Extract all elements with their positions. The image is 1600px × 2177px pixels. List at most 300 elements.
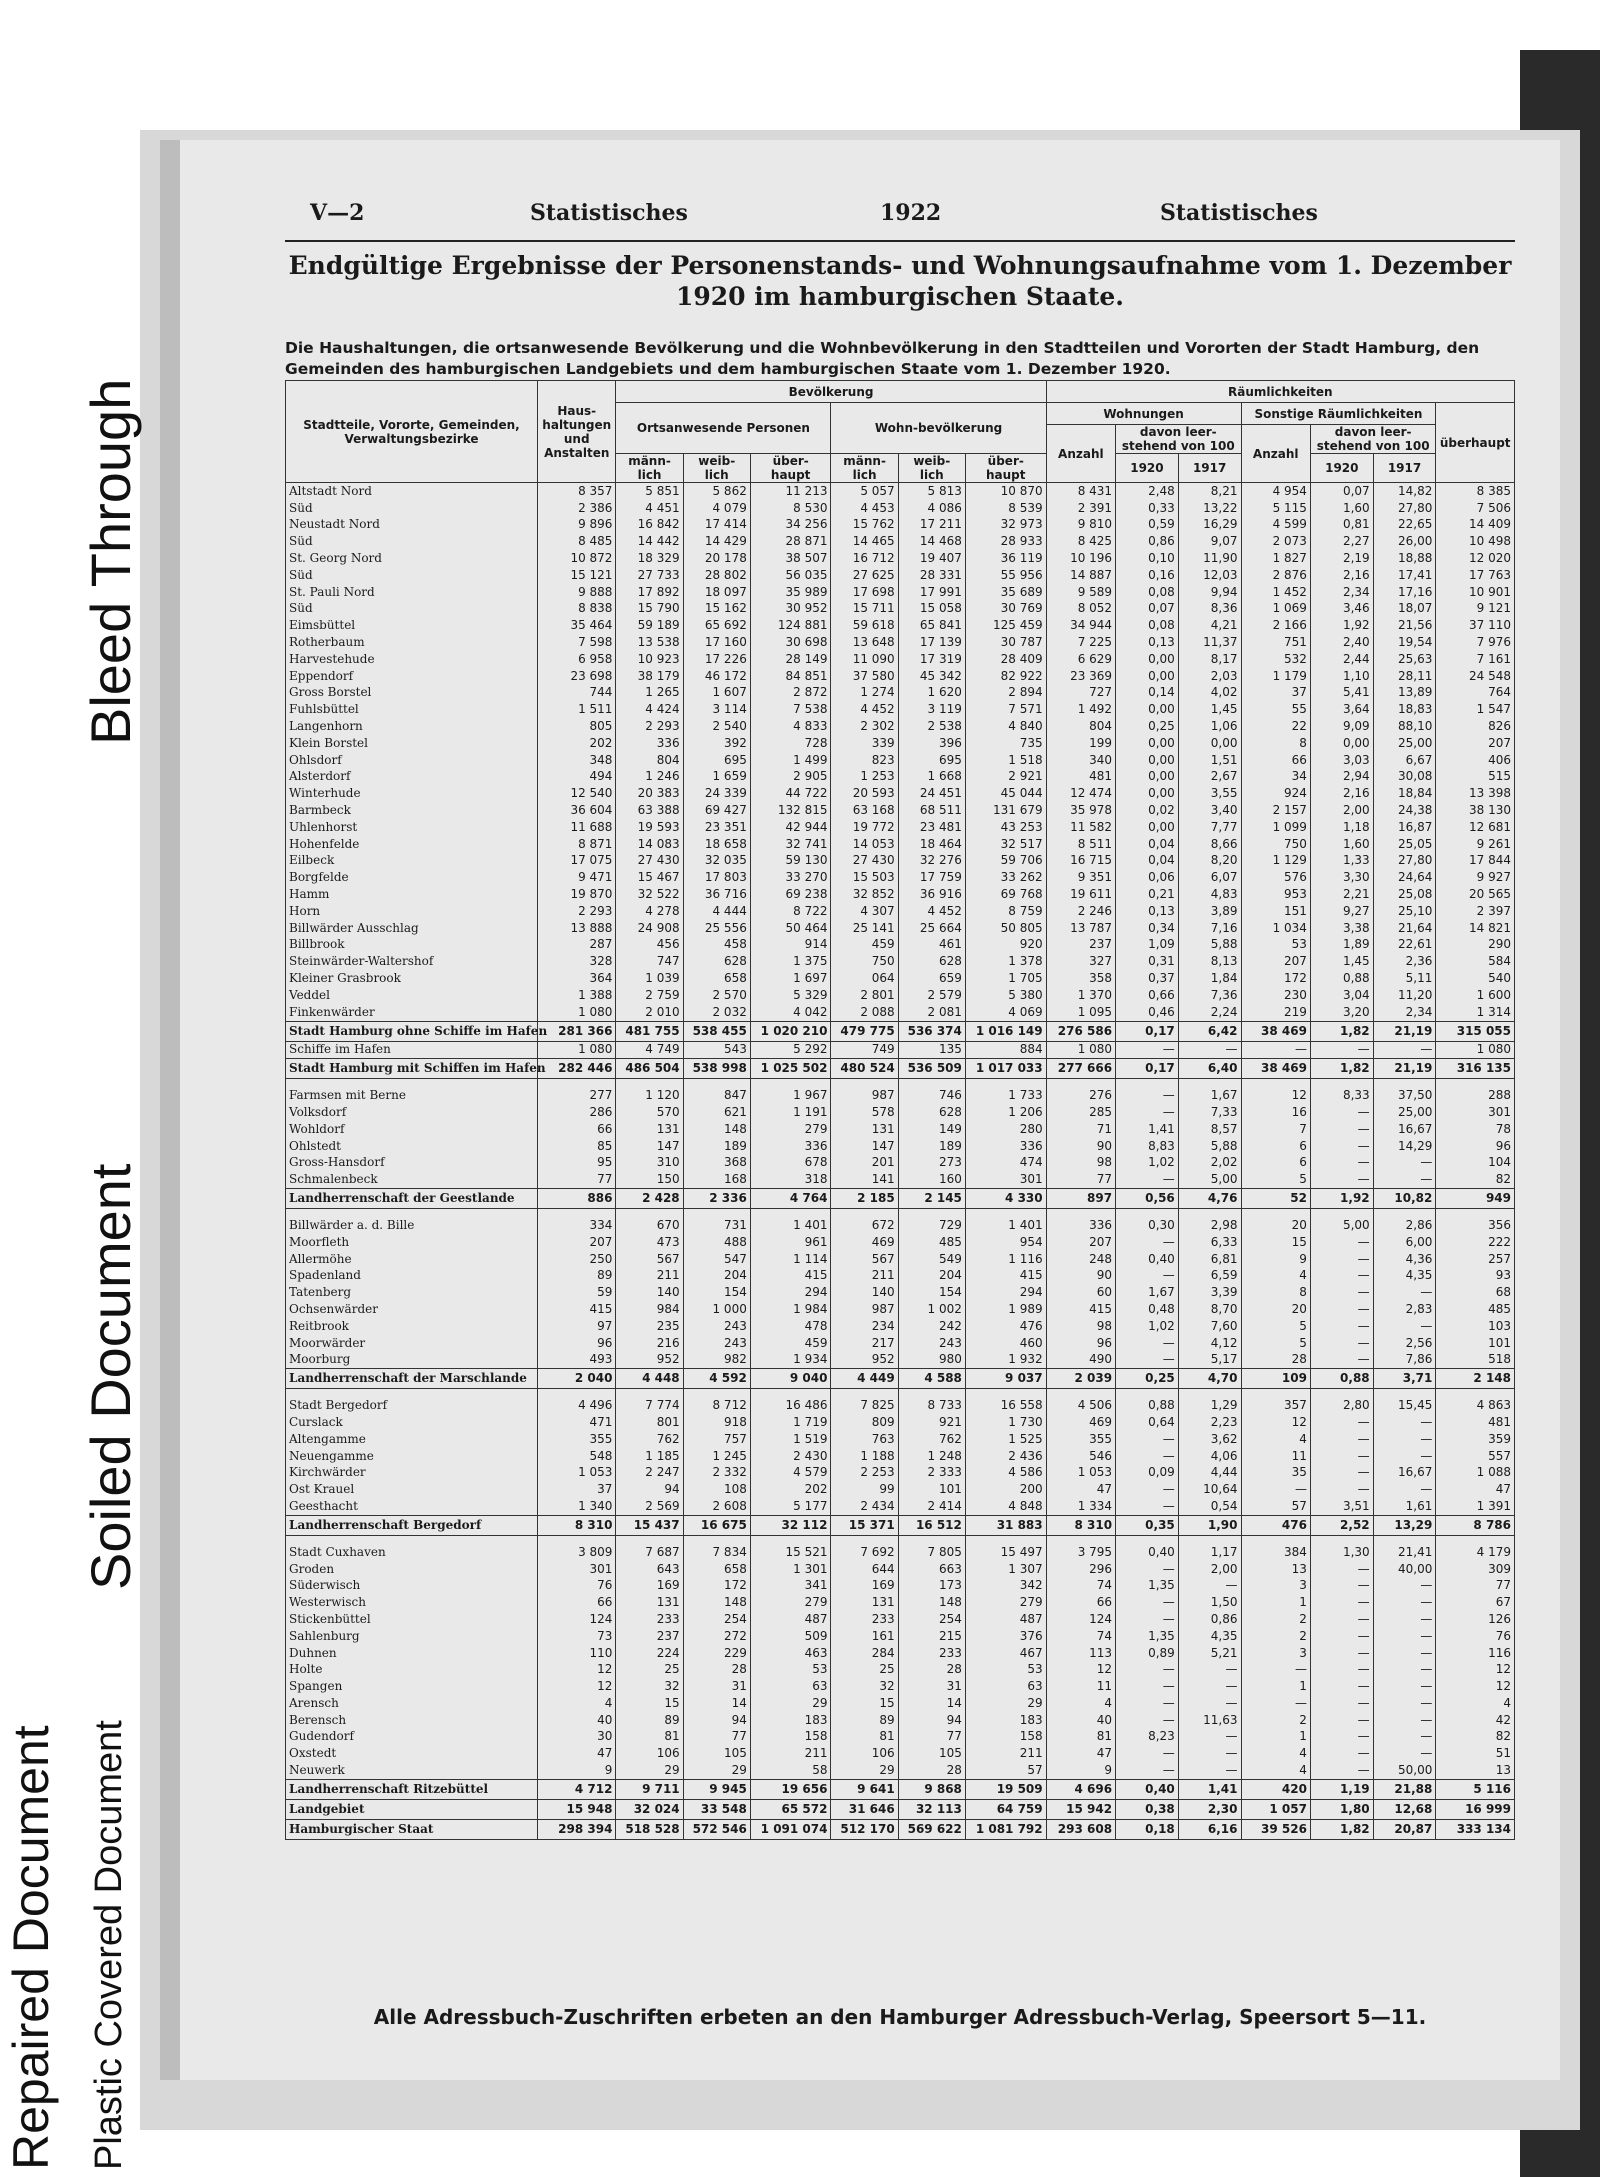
value-cell: 22,61 <box>1373 937 1436 954</box>
value-cell: 0,00 <box>1116 651 1179 668</box>
value-cell: 327 <box>1046 953 1115 970</box>
footer-note: Alle Adressbuch-Zuschriften erbeten an den Hamburger Adressbuch-Verlag, Speersort 5—11. <box>373 2005 1427 2029</box>
table-spacer-row <box>286 1209 1515 1218</box>
value-cell: 0,04 <box>1116 836 1179 853</box>
value-cell: 4,83 <box>1178 886 1241 903</box>
value-cell: 1 057 <box>1241 1799 1310 1819</box>
value-cell: 2 010 <box>616 1004 683 1021</box>
value-cell: 474 <box>965 1154 1046 1171</box>
value-cell: 8 485 <box>538 533 616 550</box>
table-row <box>286 1154 1515 1171</box>
value-cell: 1,18 <box>1310 819 1373 836</box>
value-cell: — <box>1116 1087 1179 1104</box>
value-cell: 0,34 <box>1116 920 1179 937</box>
value-cell: 31 <box>683 1678 750 1695</box>
value-cell: 9 927 <box>1436 869 1515 886</box>
value-cell: 16 512 <box>898 1515 965 1535</box>
value-cell: 172 <box>683 1577 750 1594</box>
value-cell: 233 <box>898 1645 965 1662</box>
value-cell: 243 <box>683 1335 750 1352</box>
value-cell: 235 <box>616 1318 683 1335</box>
value-cell: 1 307 <box>965 1561 1046 1578</box>
row-name-cell: Landherrenschaft der Marschlande <box>286 1369 538 1389</box>
value-cell: 064 <box>831 970 898 987</box>
value-cell: 1 659 <box>683 769 750 786</box>
row-name-cell: Süd <box>286 533 538 550</box>
value-cell: 2 430 <box>750 1448 831 1465</box>
value-cell: — <box>1178 1729 1241 1746</box>
col-haushaltungen: Haus-haltungen und Anstalten <box>538 381 616 483</box>
col-wohnungen-1917: 1917 <box>1178 454 1241 483</box>
value-cell: 2 921 <box>965 769 1046 786</box>
value-cell: 32 973 <box>965 517 1046 534</box>
table-row <box>286 718 1515 735</box>
value-cell: 250 <box>538 1251 616 1268</box>
value-cell: 158 <box>965 1729 1046 1746</box>
value-cell: — <box>1310 1645 1373 1662</box>
value-cell: 10 498 <box>1436 533 1515 550</box>
value-cell: 1 375 <box>750 953 831 970</box>
value-cell: 1,60 <box>1310 836 1373 853</box>
value-cell: 233 <box>831 1611 898 1628</box>
value-cell: 984 <box>616 1301 683 1318</box>
value-cell: 14 409 <box>1436 517 1515 534</box>
value-cell: 6,07 <box>1178 869 1241 886</box>
value-cell: — <box>1178 1661 1241 1678</box>
value-cell: 420 <box>1241 1779 1310 1799</box>
value-cell: 15 058 <box>898 601 965 618</box>
value-cell: 415 <box>538 1301 616 1318</box>
table-row <box>286 651 1515 668</box>
value-cell: 76 <box>1436 1628 1515 1645</box>
value-cell: 2,67 <box>1178 769 1241 786</box>
value-cell: 17,41 <box>1373 567 1436 584</box>
value-cell: 67 <box>1436 1594 1515 1611</box>
value-cell: — <box>1373 1611 1436 1628</box>
value-cell: 248 <box>1046 1251 1115 1268</box>
value-cell: 4 453 <box>831 500 898 517</box>
value-cell: 17 892 <box>616 584 683 601</box>
col-sonstige-1917: 1917 <box>1373 454 1436 483</box>
value-cell: 0,00 <box>1116 735 1179 752</box>
value-cell: 751 <box>1241 634 1310 651</box>
value-cell: 1 017 033 <box>965 1059 1046 1079</box>
value-cell: 59 <box>538 1284 616 1301</box>
row-name-cell: Duhnen <box>286 1645 538 1662</box>
value-cell: 14 468 <box>898 533 965 550</box>
value-cell: 2 148 <box>1436 1369 1515 1389</box>
table-row <box>286 735 1515 752</box>
value-cell: 254 <box>683 1611 750 1628</box>
row-name-cell: Hohenfelde <box>286 836 538 853</box>
table-row <box>286 1041 1515 1059</box>
value-cell: 1,45 <box>1178 701 1241 718</box>
value-cell: 762 <box>898 1431 965 1448</box>
value-cell: 207 <box>538 1234 616 1251</box>
value-cell: 0,08 <box>1116 617 1179 634</box>
value-cell: 512 170 <box>831 1819 898 1839</box>
value-cell: 15 <box>831 1695 898 1712</box>
value-cell: 63 <box>965 1678 1046 1695</box>
value-cell: — <box>1373 1284 1436 1301</box>
value-cell: 461 <box>898 937 965 954</box>
table-row <box>286 836 1515 853</box>
table-row <box>286 533 1515 550</box>
row-name-cell: Landherrenschaft Bergedorf <box>286 1515 538 1535</box>
value-cell: 14 465 <box>831 533 898 550</box>
value-cell: 1,41 <box>1178 1779 1241 1799</box>
value-cell: 17 698 <box>831 584 898 601</box>
value-cell: 8 357 <box>538 483 616 500</box>
value-cell: 764 <box>1436 685 1515 702</box>
value-cell: 2 332 <box>683 1464 750 1481</box>
value-cell: 359 <box>1436 1431 1515 1448</box>
value-cell: 94 <box>683 1712 750 1729</box>
value-cell: 132 815 <box>750 802 831 819</box>
spacer-cell <box>538 1389 616 1398</box>
value-cell: — <box>1310 1678 1373 1695</box>
spacer-cell <box>965 1209 1046 1218</box>
value-cell: 4 <box>1436 1695 1515 1712</box>
value-cell: 8,23 <box>1116 1729 1179 1746</box>
value-cell: 2 <box>1241 1611 1310 1628</box>
row-name-cell: Langenhorn <box>286 718 538 735</box>
value-cell: 9 810 <box>1046 517 1115 534</box>
value-cell: 4 069 <box>965 1004 1046 1021</box>
value-cell: — <box>1310 1431 1373 1448</box>
value-cell: 2 397 <box>1436 903 1515 920</box>
value-cell: 85 <box>538 1138 616 1155</box>
value-cell: 8,20 <box>1178 853 1241 870</box>
col-sonstige: Sonstige Räumlichkeiten <box>1241 403 1436 425</box>
value-cell: 823 <box>831 752 898 769</box>
value-cell: 1 081 792 <box>965 1819 1046 1839</box>
value-cell: 8 539 <box>965 500 1046 517</box>
col-wohnungen-davon: davon leer-stehend von 100 <box>1116 425 1241 454</box>
value-cell: 296 <box>1046 1561 1115 1578</box>
value-cell: — <box>1373 1645 1436 1662</box>
value-cell: 479 775 <box>831 1021 898 1041</box>
value-cell: 77 <box>683 1729 750 1746</box>
col-ort-weiblich: weib-lich <box>683 454 750 483</box>
value-cell: 147 <box>831 1138 898 1155</box>
value-cell: 4,06 <box>1178 1448 1241 1465</box>
value-cell: 1,67 <box>1116 1284 1179 1301</box>
value-cell: 242 <box>898 1318 965 1335</box>
value-cell: 230 <box>1241 987 1310 1004</box>
value-cell: 3,03 <box>1310 752 1373 769</box>
value-cell: 200 <box>965 1481 1046 1498</box>
value-cell: 1 116 <box>965 1251 1046 1268</box>
value-cell: — <box>1116 1611 1179 1628</box>
value-cell: — <box>1373 1431 1436 1448</box>
value-cell: 1 274 <box>831 685 898 702</box>
value-cell: — <box>1310 1251 1373 1268</box>
value-cell: — <box>1241 1695 1310 1712</box>
value-cell: 1 452 <box>1241 584 1310 601</box>
value-cell: 32 <box>616 1678 683 1695</box>
col-wohn-weiblich: weib-lich <box>898 454 965 483</box>
value-cell: 7 834 <box>683 1544 750 1561</box>
row-name-cell: Schmalenbeck <box>286 1171 538 1188</box>
value-cell: 2,34 <box>1373 1004 1436 1021</box>
value-cell: 199 <box>1046 735 1115 752</box>
value-cell: 826 <box>1436 718 1515 735</box>
row-name-cell: Barmbeck <box>286 802 538 819</box>
value-cell: 695 <box>683 752 750 769</box>
value-cell: 285 <box>1046 1104 1115 1121</box>
value-cell: 29 <box>683 1762 750 1779</box>
value-cell: 8,57 <box>1178 1121 1241 1138</box>
value-cell: 18 329 <box>616 550 683 567</box>
value-cell: 31 646 <box>831 1799 898 1819</box>
value-cell: — <box>1310 1695 1373 1712</box>
row-name-cell: Fuhlsbüttel <box>286 701 538 718</box>
value-cell: — <box>1178 1695 1241 1712</box>
col-wohnungen-anzahl: Anzahl <box>1046 425 1115 483</box>
value-cell: — <box>1116 1678 1179 1695</box>
value-cell: 518 528 <box>616 1819 683 1839</box>
value-cell: 2,19 <box>1310 550 1373 567</box>
value-cell: 1 334 <box>1046 1498 1115 1515</box>
table-row <box>286 1695 1515 1712</box>
value-cell: 44 722 <box>750 785 831 802</box>
value-cell: 469 <box>1046 1414 1115 1431</box>
value-cell: 1 391 <box>1436 1498 1515 1515</box>
spacer-cell <box>750 1535 831 1544</box>
value-cell: 0,59 <box>1116 517 1179 534</box>
value-cell: 0,07 <box>1310 483 1373 500</box>
value-cell: 336 <box>965 1138 1046 1155</box>
value-cell: 4 840 <box>965 718 1046 735</box>
value-cell: 3 795 <box>1046 1544 1115 1561</box>
value-cell: 1 <box>1241 1594 1310 1611</box>
value-cell: 2 538 <box>898 718 965 735</box>
value-cell: 34 256 <box>750 517 831 534</box>
spacer-cell <box>1241 1389 1310 1398</box>
row-name-cell: Stadt Bergedorf <box>286 1397 538 1414</box>
value-cell: 1 600 <box>1436 987 1515 1004</box>
value-cell: 298 394 <box>538 1819 616 1839</box>
row-name-cell: Farmsen mit Berne <box>286 1087 538 1104</box>
value-cell: 16 558 <box>965 1397 1046 1414</box>
value-cell: 762 <box>616 1431 683 1448</box>
value-cell: 1 314 <box>1436 1004 1515 1021</box>
value-cell: 663 <box>898 1561 965 1578</box>
value-cell: — <box>1310 1481 1373 1498</box>
value-cell: 14 429 <box>683 533 750 550</box>
value-cell: 108 <box>683 1481 750 1498</box>
table-row <box>286 601 1515 618</box>
spacer-cell <box>831 1389 898 1398</box>
value-cell: 1,82 <box>1310 1021 1373 1041</box>
value-cell: — <box>1116 1712 1179 1729</box>
value-cell: 659 <box>898 970 965 987</box>
value-cell: 546 <box>1046 1448 1115 1465</box>
value-cell: 406 <box>1436 752 1515 769</box>
value-cell: 2 801 <box>831 987 898 1004</box>
table-row <box>286 1234 1515 1251</box>
value-cell: 7 506 <box>1436 500 1515 517</box>
value-cell: 13 888 <box>538 920 616 937</box>
value-cell: 15 121 <box>538 567 616 584</box>
value-cell: 0,17 <box>1116 1059 1179 1079</box>
value-cell: 1 245 <box>683 1448 750 1465</box>
value-cell: 4 833 <box>750 718 831 735</box>
page-header <box>180 200 1560 240</box>
value-cell: 19 593 <box>616 819 683 836</box>
value-cell: 30 698 <box>750 634 831 651</box>
value-cell: — <box>1310 1448 1373 1465</box>
value-cell: — <box>1373 1729 1436 1746</box>
row-name-cell: Winterhude <box>286 785 538 802</box>
row-name-cell: Curslack <box>286 1414 538 1431</box>
value-cell: 473 <box>616 1234 683 1251</box>
value-cell: 485 <box>898 1234 965 1251</box>
value-cell: 2,24 <box>1178 1004 1241 1021</box>
value-cell: 2 872 <box>750 685 831 702</box>
value-cell: 32 852 <box>831 886 898 903</box>
value-cell: 5 292 <box>750 1041 831 1059</box>
value-cell: 1 827 <box>1241 550 1310 567</box>
value-cell: 18,83 <box>1373 701 1436 718</box>
value-cell: 23 351 <box>683 819 750 836</box>
value-cell: — <box>1310 1318 1373 1335</box>
value-cell: 2,36 <box>1373 953 1436 970</box>
table-row <box>286 1414 1515 1431</box>
value-cell: 69 427 <box>683 802 750 819</box>
value-cell: 35 689 <box>965 584 1046 601</box>
value-cell: 1 016 149 <box>965 1021 1046 1041</box>
value-cell: 1 301 <box>750 1561 831 1578</box>
value-cell: 65 572 <box>750 1799 831 1819</box>
value-cell: 50,00 <box>1373 1762 1436 1779</box>
value-cell: 161 <box>831 1628 898 1645</box>
value-cell: 4 588 <box>898 1369 965 1389</box>
value-cell: 355 <box>538 1431 616 1448</box>
value-cell: 2 039 <box>1046 1369 1115 1389</box>
table-row <box>286 1628 1515 1645</box>
value-cell: 158 <box>750 1729 831 1746</box>
value-cell: 211 <box>831 1267 898 1284</box>
value-cell: 36 716 <box>683 886 750 903</box>
value-cell: 2 032 <box>683 1004 750 1021</box>
value-cell: 7,60 <box>1178 1318 1241 1335</box>
value-cell: 0,54 <box>1178 1498 1241 1515</box>
spacer-cell <box>1241 1079 1310 1088</box>
value-cell: 4,21 <box>1178 617 1241 634</box>
value-cell: — <box>1373 1318 1436 1335</box>
value-cell: 0,88 <box>1310 970 1373 987</box>
table-row <box>286 1335 1515 1352</box>
value-cell: 15 790 <box>616 601 683 618</box>
value-cell: 471 <box>538 1414 616 1431</box>
spacer-cell <box>898 1209 965 1218</box>
value-cell: 28 <box>683 1661 750 1678</box>
value-cell: 4,35 <box>1178 1628 1241 1645</box>
value-cell: 897 <box>1046 1189 1115 1209</box>
row-name-cell: Reitbrook <box>286 1318 538 1335</box>
table-row <box>286 1464 1515 1481</box>
value-cell: 254 <box>898 1611 965 1628</box>
value-cell: 1 080 <box>1436 1041 1515 1059</box>
value-cell: 189 <box>898 1138 965 1155</box>
row-name-cell: Tatenberg <box>286 1284 538 1301</box>
value-cell: — <box>1373 1661 1436 1678</box>
table-row <box>286 752 1515 769</box>
value-cell: 3 114 <box>683 701 750 718</box>
value-cell: 4 330 <box>965 1189 1046 1209</box>
value-cell: 293 608 <box>1046 1819 1115 1839</box>
value-cell: 540 <box>1436 970 1515 987</box>
table-row <box>286 1087 1515 1104</box>
value-cell: 11 <box>1046 1678 1115 1695</box>
value-cell: 12 474 <box>1046 785 1115 802</box>
value-cell: 749 <box>831 1041 898 1059</box>
value-cell: 310 <box>616 1154 683 1171</box>
value-cell: 11,20 <box>1373 987 1436 1004</box>
value-cell: — <box>1310 1335 1373 1352</box>
table-row <box>286 668 1515 685</box>
label-soiled-document: Soiled Document <box>79 1163 142 1590</box>
value-cell: 160 <box>898 1171 965 1188</box>
value-cell: 5,88 <box>1178 1138 1241 1155</box>
value-cell: 392 <box>683 735 750 752</box>
value-cell: 4 <box>1241 1431 1310 1448</box>
row-name-cell: Stadt Hamburg ohne Schiffe im Hafen <box>286 1021 538 1041</box>
table-row <box>286 953 1515 970</box>
value-cell: 584 <box>1436 953 1515 970</box>
value-cell: 8 733 <box>898 1397 965 1414</box>
value-cell: 804 <box>616 752 683 769</box>
value-cell: — <box>1178 1577 1241 1594</box>
value-cell: 2 608 <box>683 1498 750 1515</box>
value-cell: 15 <box>1241 1234 1310 1251</box>
value-cell: 29 <box>750 1695 831 1712</box>
value-cell: 750 <box>831 953 898 970</box>
row-name-cell: Spangen <box>286 1678 538 1695</box>
value-cell: — <box>1178 1745 1241 1762</box>
value-cell: 538 455 <box>683 1021 750 1041</box>
row-name-cell: Stadt Cuxhaven <box>286 1544 538 1561</box>
value-cell: 0,88 <box>1310 1369 1373 1389</box>
value-cell: 95 <box>538 1154 616 1171</box>
value-cell: 884 <box>965 1041 1046 1059</box>
value-cell: 481 755 <box>616 1021 683 1041</box>
value-cell: 980 <box>898 1351 965 1368</box>
value-cell: 43 253 <box>965 819 1046 836</box>
spacer-cell <box>616 1209 683 1218</box>
value-cell: 5,17 <box>1178 1351 1241 1368</box>
value-cell: — <box>1310 1301 1373 1318</box>
value-cell: 12 020 <box>1436 550 1515 567</box>
value-cell: 2 540 <box>683 718 750 735</box>
value-cell: 0,35 <box>1116 1515 1179 1535</box>
value-cell: 8,70 <box>1178 1301 1241 1318</box>
value-cell: 9 <box>538 1762 616 1779</box>
value-cell: — <box>1116 1267 1179 1284</box>
document-title: Endgültige Ergebnisse der Personenstands- und Wohnungsaufnahme vom 1. Dezember 1920 im hamburgischen Staate. <box>288 251 1512 311</box>
table-row <box>286 1712 1515 1729</box>
value-cell: — <box>1116 1171 1179 1188</box>
value-cell: — <box>1310 1762 1373 1779</box>
value-cell: 63 388 <box>616 802 683 819</box>
value-cell: 224 <box>616 1645 683 1662</box>
value-cell: 9 <box>1241 1251 1310 1268</box>
value-cell: 35 989 <box>750 584 831 601</box>
table-spacer-row <box>286 1535 1515 1544</box>
spacer-cell <box>898 1389 965 1398</box>
